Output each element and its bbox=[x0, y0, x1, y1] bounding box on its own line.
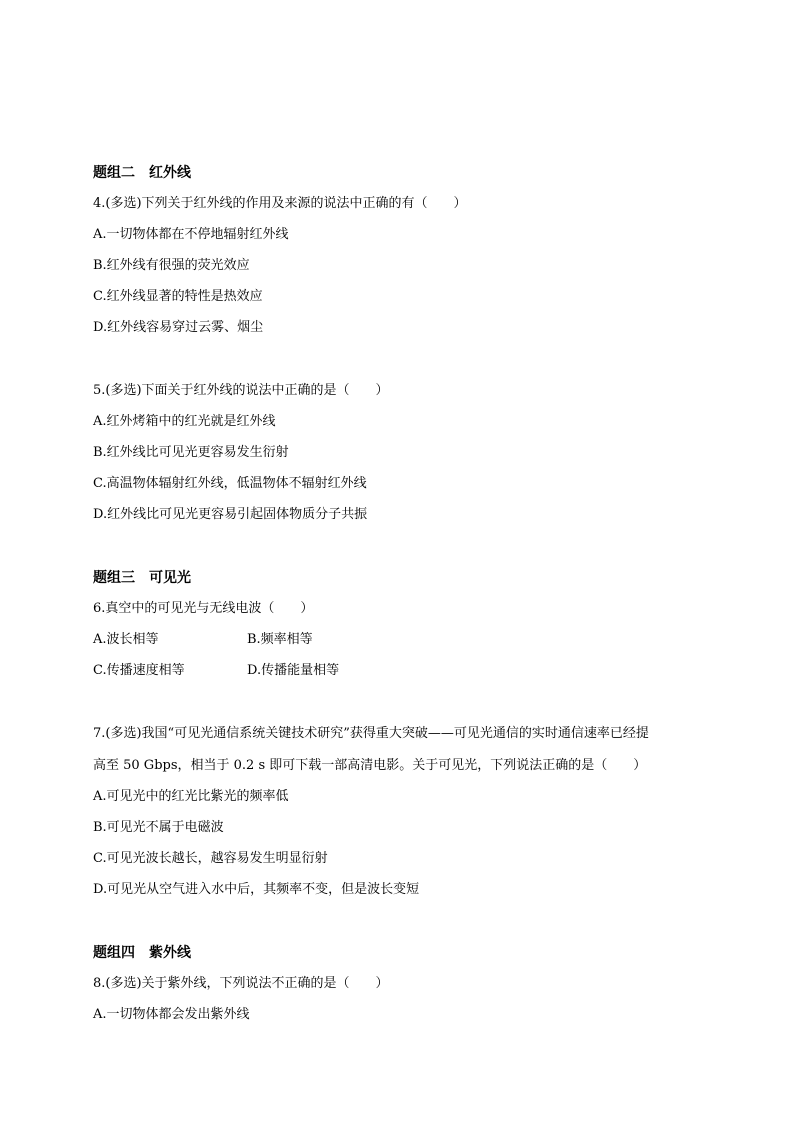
section-heading-ultraviolet: 题组四 紫外线 bbox=[93, 945, 191, 961]
question-6-stem: 6.真空中的可见光与无线电波（ ） bbox=[93, 601, 314, 616]
question-4-option-d: D.红外线容易穿过云雾、烟尘 bbox=[93, 320, 264, 335]
question-5-stem: 5.(多选)下面关于红外线的说法中正确的是（ ） bbox=[93, 383, 389, 398]
question-4-stem: 4.(多选)下列关于红外线的作用及来源的说法中正确的有（ ） bbox=[93, 196, 467, 211]
question-7-option-c: C.可见光波长越长，越容易发生明显衍射 bbox=[93, 851, 328, 866]
question-5-option-d: D.红外线比可见光更容易引起固体物质分子共振 bbox=[93, 507, 368, 522]
question-6-options-row-2 bbox=[93, 661, 340, 681]
question-6-options-row-1 bbox=[93, 630, 313, 650]
question-7-option-a: A.可见光中的红光比紫光的频率低 bbox=[93, 789, 289, 804]
question-6-option-d: D.传播能量相等 bbox=[247, 663, 340, 678]
question-8-stem: 8.(多选)关于紫外线，下列说法不正确的是（ ） bbox=[93, 976, 389, 991]
section-heading-infrared: 题组二 红外线 bbox=[93, 165, 191, 181]
section-heading-visible-light: 题组三 可见光 bbox=[93, 570, 191, 586]
question-6-option-b: B.频率相等 bbox=[247, 632, 313, 647]
question-7-option-d: D.可见光从空气进入水中后，其频率不变，但是波长变短 bbox=[93, 882, 420, 897]
question-5-option-b: B.红外线比可见光更容易发生衍射 bbox=[93, 445, 289, 460]
question-5-option-a: A.红外烤箱中的红光就是红外线 bbox=[93, 414, 276, 429]
question-7-option-b: B.可见光不属于电磁波 bbox=[93, 820, 224, 835]
question-6-option-a: A.波长相等 bbox=[93, 632, 159, 647]
question-6-option-c: C.传播速度相等 bbox=[93, 663, 185, 678]
question-4-option-a: A.一切物体都在不停地辐射红外线 bbox=[93, 227, 289, 242]
question-4-option-b: B.红外线有很强的荧光效应 bbox=[93, 258, 250, 273]
question-4-option-c: C.红外线显著的特性是热效应 bbox=[93, 289, 263, 304]
question-7-stem-line-1: 7.(多选)我国“可见光通信系统关键技术研究”获得重大突破——可见光通信的实时通信速率已经提 bbox=[93, 726, 649, 741]
question-8-option-a: A.一切物体都会发出紫外线 bbox=[93, 1007, 250, 1022]
question-7-stem-line-2: 高至 50 Gbps，相当于 0.2 s 即可下载一部高清电影。关于可见光，下列说法正确的是（ ） bbox=[93, 758, 647, 773]
question-5-option-c: C.高温物体辐射红外线，低温物体不辐射红外线 bbox=[93, 476, 367, 491]
